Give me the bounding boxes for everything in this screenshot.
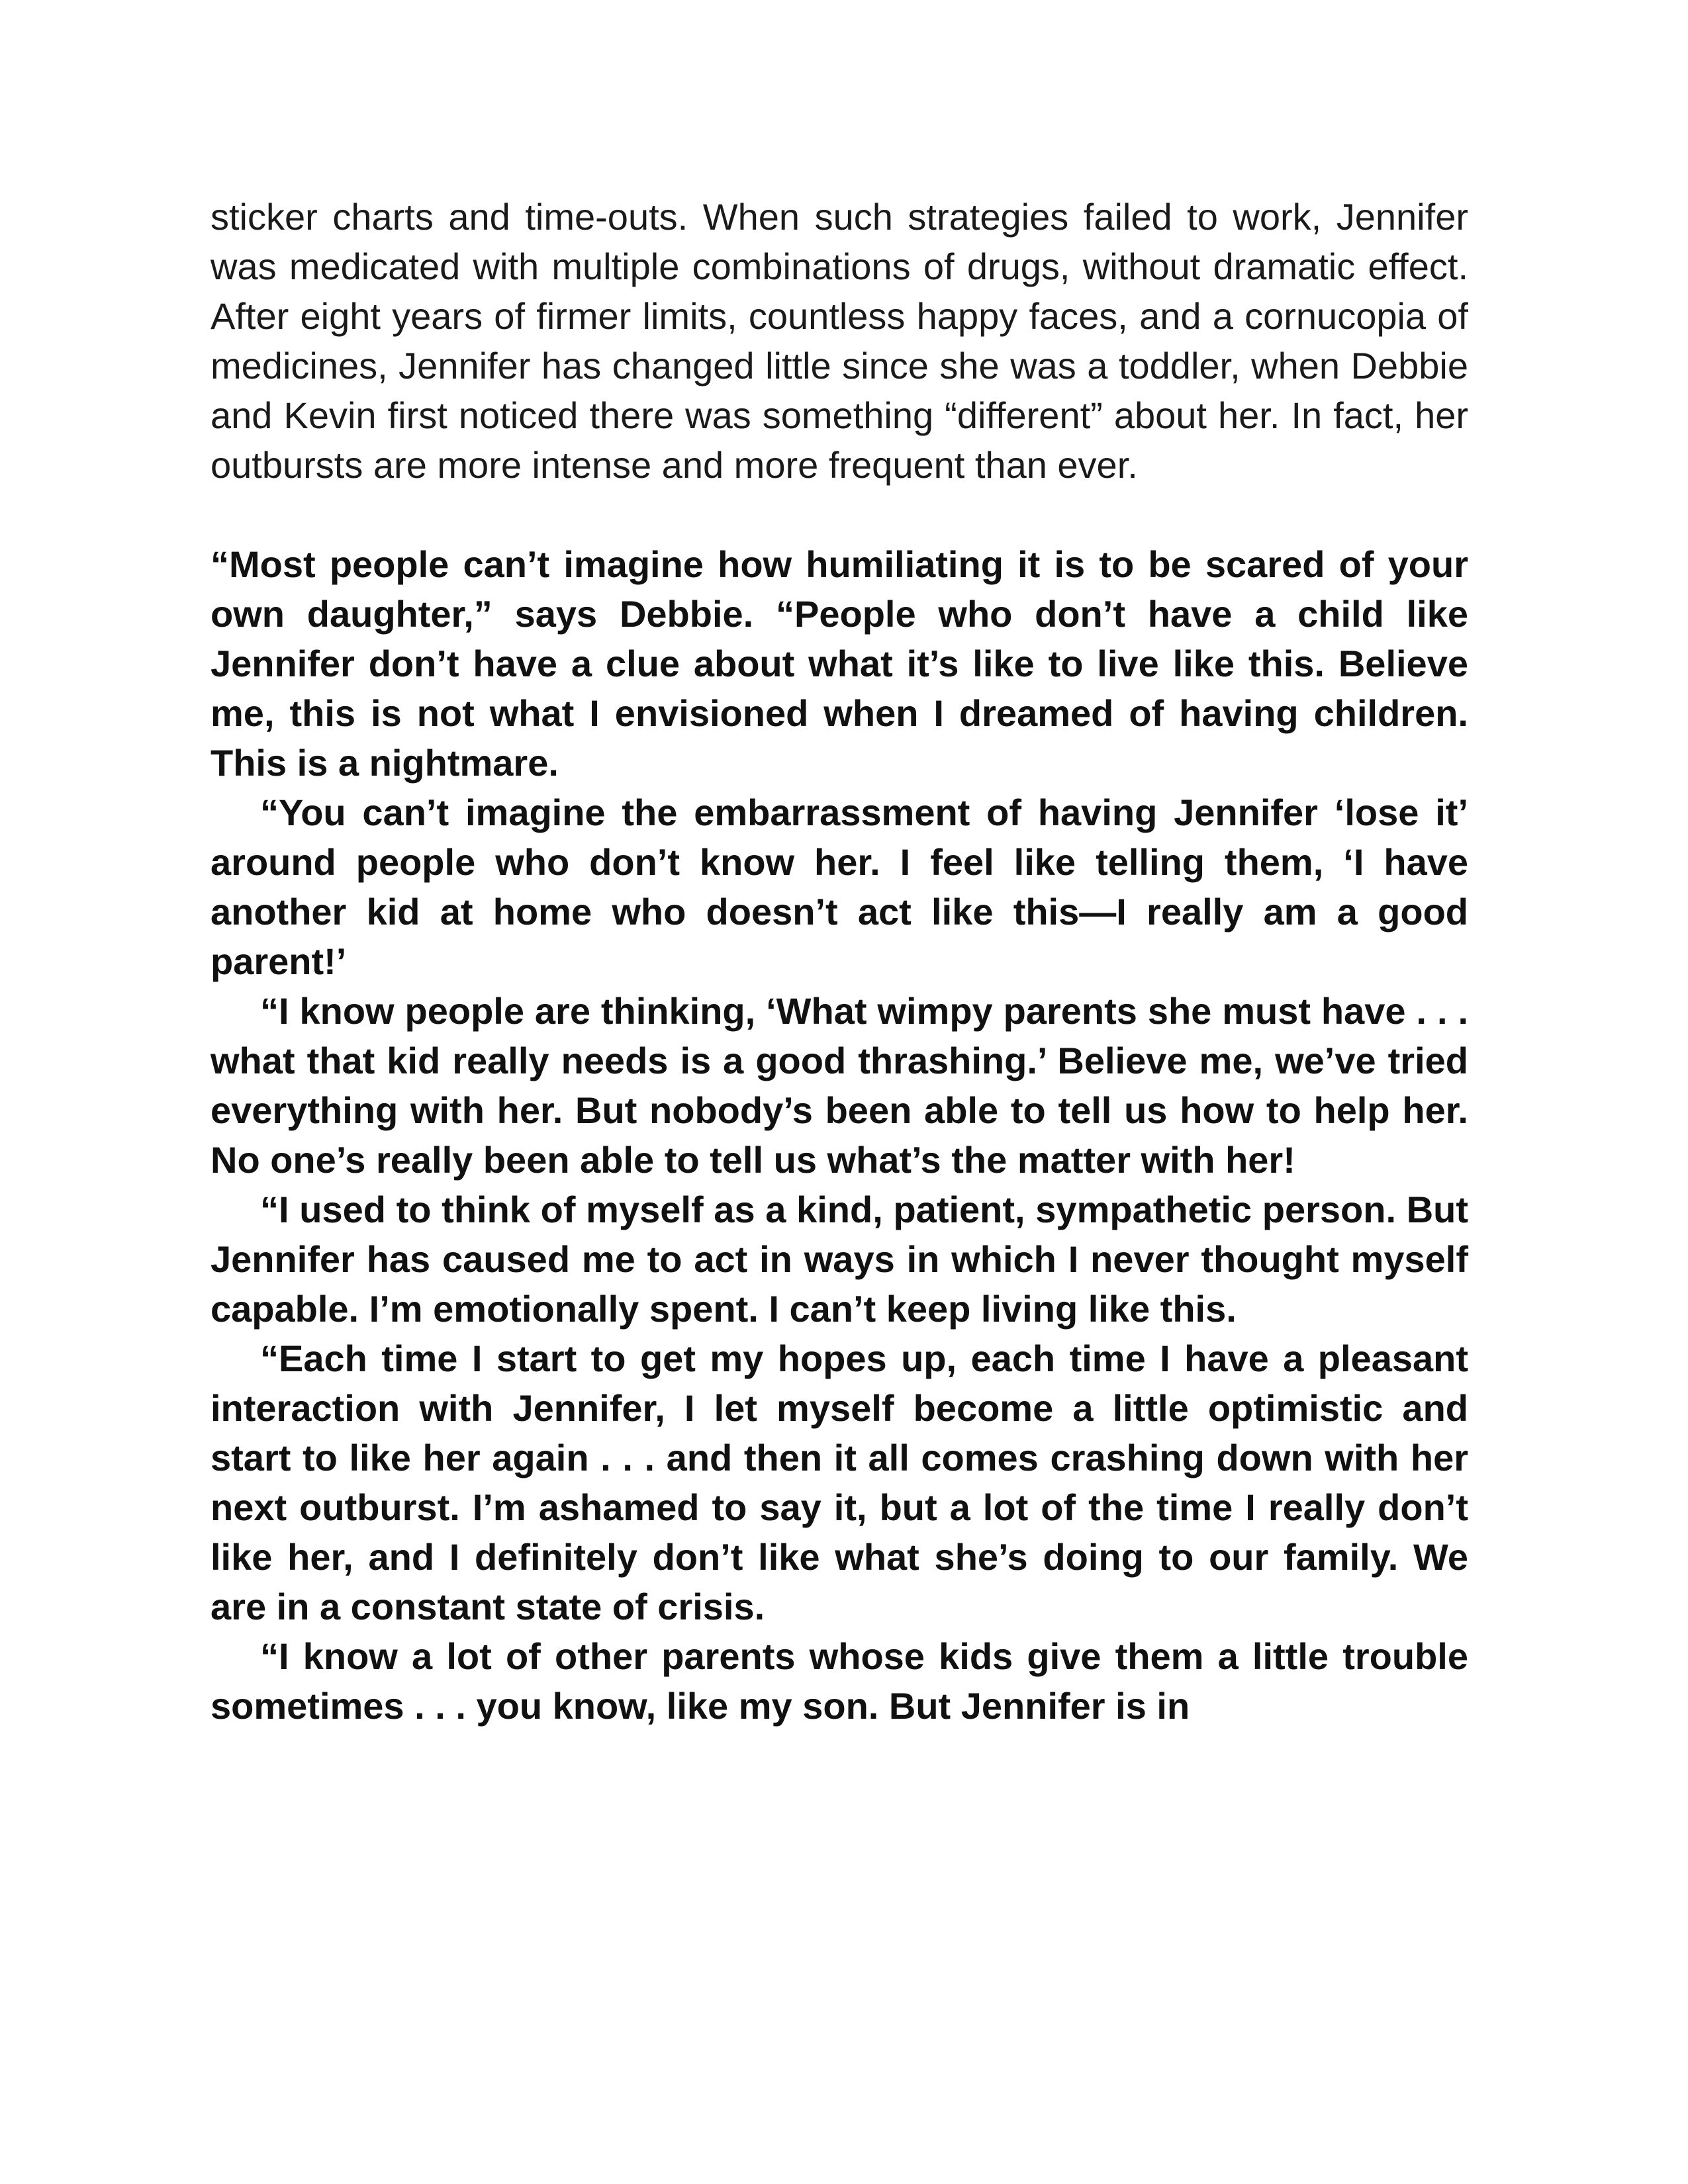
quote-paragraph-2: “You can’t imagine the embarrassment of having Jennifer ‘lose it’ around people who don’t know her. I feel like telling them, ‘I have another kid at home who doesn’t act like this—I really am a good parent!’ [211,792,1468,982]
quote-paragraph-5: “Each time I start to get my hopes up, each time I have a pleasant interaction with Jennifer, I let myself become a little optimistic and start to like her again . . . and then it all comes crashing down with her next outburst. I’m ashamed to say it, but a lot of the time I really don’t like her, and I definitely don’t like what she’s doing to our family. We are in a constant state of crisis. [211,1338,1468,1627]
quote-paragraph-6: “I know a lot of other parents whose kids give them a little trouble sometimes . . . you know, like my son. But Jennifer is in [211,1635,1468,1727]
quote-paragraph-4: “I used to think of myself as a kind, patient, sympathetic person. But Jennifer has caused me to act in ways in which I never thought myself capable. I’m emotionally spent. I can’t keep living like this. [211,1189,1468,1330]
quote-paragraph-1: “Most people can’t imagine how humiliating it is to be scared of your own daughter,” says Debbie. “People who don’t have a child like Jennifer don’t have a clue about what it’s like to live like this. Believe me, this is not what I envisioned when I dreamed of having children. This is a nightmare. [211,543,1468,784]
page-body [211,192,1468,1731]
quote-paragraph-3: “I know people are thinking, ‘What wimpy parents she must have . . . what that kid really needs is a good thrashing.’ Believe me, we’ve tried everything with her. But nobody’s been able to tell us how to help her. No one’s really been able to tell us what’s the matter with her! [211,990,1468,1181]
narrative-paragraph: sticker charts and time-outs. When such strategies failed to work, Jennifer was medicated with multiple combinations of drugs, without dramatic effect. After eight years of firmer limits, countless happy faces, and a cornucopia of medicines, Jennifer has changed little since she was a toddler, when Debbie and Kevin first noticed there was something “different” about her. In fact, her outbursts are more intense and more frequent than ever. [211,196,1468,486]
